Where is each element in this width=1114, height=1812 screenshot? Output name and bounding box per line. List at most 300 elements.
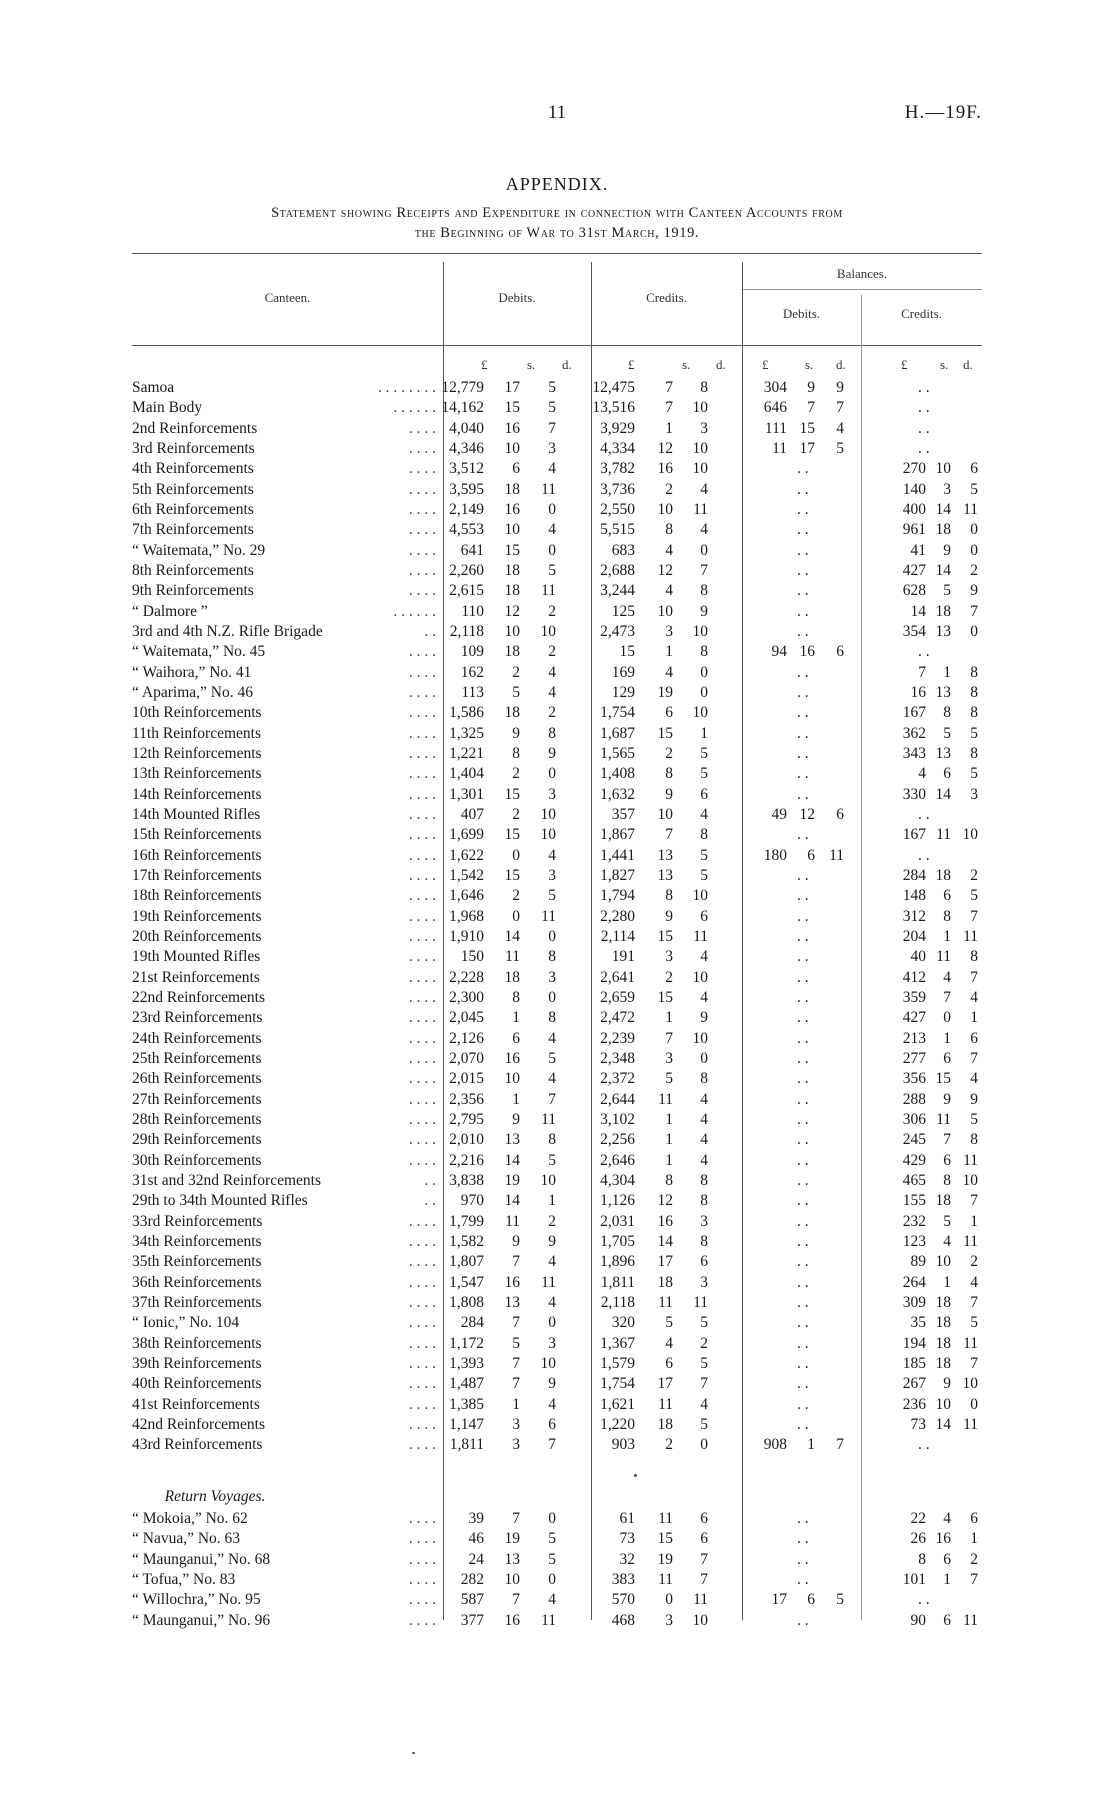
debit-s: 13 [504, 1550, 520, 1568]
debit-d: 2 [548, 704, 556, 722]
debit-pound: 46 [468, 1530, 484, 1548]
credit-pound: 383 [611, 1570, 635, 1588]
bal-credit-d: 4 [970, 1070, 978, 1088]
debit-pound: 377 [460, 1611, 484, 1629]
credit-s: 15 [657, 724, 673, 742]
credit-d: 10 [692, 1029, 708, 1047]
leader-dots: . . . . [408, 887, 436, 905]
leader-dots: . . . . [408, 805, 436, 823]
leader-dots: . . . . [408, 1395, 436, 1413]
table-row [0, 1355, 1114, 1375]
canteen-name: “ Willochra,” No. 95 [132, 1591, 261, 1609]
bal-credit-s: 14 [935, 1415, 951, 1433]
bal-debit-nil: . . [797, 480, 809, 498]
credit-pound: 3,929 [600, 419, 635, 437]
bal-credit-pound: 309 [902, 1293, 926, 1311]
debit-s: 8 [512, 988, 520, 1006]
canteen-name: 14th Mounted Rifles [132, 805, 261, 823]
leader-dots: . . . . [408, 1212, 436, 1230]
debit-d: 4 [548, 1253, 556, 1271]
table-row [0, 684, 1114, 704]
bal-credit-d: 4 [970, 988, 978, 1006]
leader-dots: . . . . [408, 927, 436, 945]
bal-debit-s: 7 [807, 399, 815, 417]
bal-debit-nil: . . [797, 988, 809, 1006]
bal-credit-pound: 359 [902, 988, 926, 1006]
table-row [0, 1416, 1114, 1436]
debit-d: 4 [548, 1070, 556, 1088]
credit-s: 8 [665, 1171, 673, 1189]
credit-d: 11 [693, 1293, 708, 1311]
bal-credit-pound: 7 [918, 663, 926, 681]
debit-s: 13 [504, 1293, 520, 1311]
credit-pound: 1,579 [600, 1354, 635, 1372]
debit-pound: 2,356 [449, 1090, 484, 1108]
credit-d: 8 [700, 1171, 708, 1189]
credit-pound: 1,687 [600, 724, 635, 742]
bal-credit-s: 9 [943, 1090, 951, 1108]
credit-d: 7 [700, 1570, 708, 1588]
debit-pound: 1,807 [449, 1253, 484, 1271]
debit-pound: 1,622 [449, 846, 484, 864]
debit-pound: 1,910 [449, 927, 484, 945]
debit-d: 10 [540, 826, 556, 844]
debit-d: 4 [548, 1395, 556, 1413]
bal-credit-pound: 14 [910, 602, 926, 620]
credit-pound: 129 [611, 683, 635, 701]
bal-credit-s: 15 [935, 1070, 951, 1088]
leader-dots: . . . . [408, 1354, 436, 1372]
table-row [0, 786, 1114, 806]
credit-d: 6 [700, 785, 708, 803]
debit-d: 8 [548, 724, 556, 742]
bal-credit-d: 7 [970, 602, 978, 620]
debit-d: 0 [548, 500, 556, 518]
debit-s: 7 [512, 1354, 520, 1372]
credit-pound: 1,220 [600, 1415, 635, 1433]
debit-d: 11 [541, 480, 556, 498]
bal-credit-s: 8 [943, 907, 951, 925]
bal-debit-nil: . . [797, 500, 809, 518]
credit-pound: 2,644 [600, 1090, 635, 1108]
leader-dots: . . [424, 622, 436, 640]
leader-dots: . . . . [408, 1029, 436, 1047]
debit-d: 3 [548, 866, 556, 884]
credit-d: 5 [700, 866, 708, 884]
credit-pound: 570 [611, 1591, 635, 1609]
credit-s: 6 [665, 1354, 673, 1372]
canteen-name: “ Dalmore ” [132, 602, 208, 620]
leader-dots: . . . . [408, 541, 436, 559]
canteen-name: 18th Reinforcements [132, 887, 262, 905]
canteen-name: 28th Reinforcements [132, 1110, 262, 1128]
bal-credit-s: 5 [943, 724, 951, 742]
bal-credit-s: 6 [943, 1151, 951, 1169]
credit-pound: 2,472 [600, 1009, 635, 1027]
credit-d: 2 [700, 1334, 708, 1352]
bal-debit-nil: . . [797, 683, 809, 701]
credit-pound: 1,827 [600, 866, 635, 884]
credit-s: 1 [665, 643, 673, 661]
bal-debit-nil: . . [797, 1192, 809, 1210]
credit-d: 4 [700, 805, 708, 823]
credit-pound: 2,239 [600, 1029, 635, 1047]
credit-s: 8 [665, 887, 673, 905]
bal-credit-s: 18 [935, 866, 951, 884]
bal-credit-pound: 204 [902, 927, 926, 945]
leader-dots: . . . . [408, 521, 436, 539]
debit-s: 15 [504, 785, 520, 803]
bal-debit-s: 15 [799, 419, 815, 437]
bal-credit-d: 8 [970, 683, 978, 701]
bal-debit-nil: . . [797, 1212, 809, 1230]
bal-debit-nil: . . [797, 1171, 809, 1189]
debit-d: 7 [548, 419, 556, 437]
credit-d: 10 [692, 622, 708, 640]
debit-pound: 284 [460, 1314, 484, 1332]
debit-d: 0 [548, 927, 556, 945]
leader-dots: . . . . [408, 846, 436, 864]
bal-credit-s: 9 [943, 1375, 951, 1393]
debit-s: 13 [504, 1131, 520, 1149]
credit-d: 4 [700, 988, 708, 1006]
bal-debits-unit-pound: £ [762, 357, 769, 372]
debit-pound: 1,404 [449, 765, 484, 783]
bal-debit-d: 7 [836, 399, 844, 417]
bal-credit-s: 5 [943, 1212, 951, 1230]
credit-d: 4 [700, 1110, 708, 1128]
bal-debit-nil: . . [797, 1049, 809, 1067]
bal-debits-unit-d: d. [836, 357, 846, 372]
credit-d: 1 [700, 724, 708, 742]
debit-d: 4 [548, 846, 556, 864]
leader-dots: . . . . [408, 1334, 436, 1352]
debits-unit-s: s. [527, 357, 536, 372]
bal-credit-pound: 90 [910, 1611, 926, 1629]
credit-d: 3 [700, 419, 708, 437]
debit-s: 16 [504, 1611, 520, 1629]
debit-pound: 162 [460, 663, 484, 681]
credit-d: 10 [692, 887, 708, 905]
debit-d: 8 [548, 1009, 556, 1027]
leader-dots: . . . . . . . . [377, 379, 436, 396]
leader-dots: . . . . [408, 1510, 436, 1527]
leader-dots: . . . . [408, 785, 436, 803]
bal-credit-s: 1 [943, 663, 951, 681]
debit-d: 5 [548, 1550, 556, 1568]
table-row [0, 867, 1114, 887]
bal-credit-s: 6 [943, 765, 951, 783]
credit-pound: 13,516 [592, 399, 635, 417]
debit-s: 16 [504, 419, 520, 437]
bal-debit-nil: . . [797, 907, 809, 925]
bal-credits-unit-pound: £ [901, 357, 908, 372]
debit-d: 2 [548, 643, 556, 661]
bal-credit-s: 18 [935, 1192, 951, 1210]
bal-credit-pound: 330 [902, 785, 926, 803]
canteen-name: “ Mokoia,” No. 62 [132, 1510, 248, 1527]
bal-debit-nil: . . [797, 1232, 809, 1250]
leader-dots: . . . . [408, 1049, 436, 1067]
credit-d: 5 [700, 1415, 708, 1433]
leader-dots: . . . . [408, 724, 436, 742]
credit-d: 5 [700, 765, 708, 783]
debit-s: 14 [504, 1192, 520, 1210]
debit-s: 16 [504, 500, 520, 518]
debit-s: 2 [512, 805, 520, 823]
canteen-name: 43rd Reinforcements [132, 1436, 263, 1454]
bal-credit-nil: . . [918, 419, 930, 437]
credit-d: 10 [692, 1611, 708, 1629]
table-row [0, 908, 1114, 928]
table-row [0, 969, 1114, 989]
debit-d: 10 [540, 622, 556, 640]
debit-d: 3 [548, 968, 556, 986]
bal-debit-nil: . . [797, 521, 809, 539]
bal-debit-d: 11 [829, 846, 844, 864]
bal-debit-nil: . . [797, 1253, 809, 1271]
bal-credit-d: 7 [970, 1293, 978, 1311]
bal-debit-nil: . . [797, 704, 809, 722]
bal-credit-s: 16 [935, 1530, 951, 1548]
debit-d: 4 [548, 521, 556, 539]
debit-pound: 109 [460, 643, 484, 661]
canteen-name: 19th Mounted Rifles [132, 948, 261, 966]
bal-credit-pound: 41 [910, 541, 926, 559]
debit-pound: 4,346 [449, 439, 484, 457]
bal-debit-nil: . . [797, 744, 809, 762]
leader-dots: . . . . [408, 1009, 436, 1027]
bal-debit-s: 17 [799, 439, 815, 457]
credit-d: 11 [693, 927, 708, 945]
credit-pound: 1,754 [600, 1375, 635, 1393]
bal-credit-d: 5 [970, 480, 978, 498]
credit-d: 6 [700, 1510, 708, 1527]
debit-s: 2 [512, 765, 520, 783]
credit-pound: 1,441 [600, 846, 635, 864]
bal-credit-d: 10 [962, 826, 978, 844]
credit-s: 11 [658, 1293, 673, 1311]
bal-credit-d: 2 [970, 1253, 978, 1271]
leader-dots: . . . . [408, 1253, 436, 1271]
bal-credit-s: 18 [935, 521, 951, 539]
credit-d: 4 [700, 1090, 708, 1108]
credit-pound: 468 [611, 1611, 635, 1629]
credit-pound: 4,304 [600, 1171, 635, 1189]
bal-credit-nil: . . [918, 399, 930, 417]
bal-credit-d: 6 [970, 460, 978, 478]
debit-pound: 2,260 [449, 561, 484, 579]
bal-credit-pound: 356 [902, 1070, 926, 1088]
leader-dots: . . . . [408, 907, 436, 925]
bal-credit-pound: 213 [902, 1029, 926, 1047]
bal-debit-s: 6 [807, 1591, 815, 1609]
bal-credit-d: 11 [963, 1415, 978, 1433]
canteen-name: 3rd and 4th N.Z. Rifle Brigade [132, 622, 323, 640]
bal-credit-pound: 140 [902, 480, 926, 498]
table-row [0, 948, 1114, 968]
table-row [0, 1375, 1114, 1395]
debit-d: 5 [548, 379, 556, 396]
debits-unit-pound: £ [481, 357, 488, 372]
debit-s: 3 [512, 1436, 520, 1454]
bal-debit-nil: . . [797, 1611, 809, 1629]
debit-s: 18 [504, 643, 520, 661]
credit-pound: 2,280 [600, 907, 635, 925]
table-header-bottom-rule [132, 345, 982, 346]
credit-s: 7 [665, 379, 673, 396]
credit-s: 15 [657, 988, 673, 1006]
credit-d: 5 [700, 1314, 708, 1332]
bal-credit-d: 4 [970, 1273, 978, 1291]
bal-credit-pound: 284 [902, 866, 926, 884]
credit-pound: 320 [611, 1314, 635, 1332]
debit-pound: 2,216 [449, 1151, 484, 1169]
canteen-name: 5th Reinforcements [132, 480, 254, 498]
debit-s: 6 [512, 460, 520, 478]
bal-credit-pound: 155 [902, 1192, 926, 1210]
bal-credit-s: 18 [935, 1314, 951, 1332]
bal-debit-s: 12 [799, 805, 815, 823]
debit-pound: 2,118 [449, 622, 484, 640]
credit-d: 9 [700, 1009, 708, 1027]
bal-credits-unit-s: s. [940, 357, 949, 372]
credit-s: 6 [665, 704, 673, 722]
debit-pound: 587 [460, 1591, 484, 1609]
table-row [0, 582, 1114, 602]
table-row [0, 1111, 1114, 1131]
table-row [0, 1571, 1114, 1591]
credit-pound: 3,736 [600, 480, 635, 498]
credit-s: 1 [665, 419, 673, 437]
credit-s: 13 [657, 846, 673, 864]
debit-pound: 1,147 [449, 1415, 484, 1433]
credit-d: 8 [700, 379, 708, 396]
leader-dots: . . . . [408, 582, 436, 600]
bal-credit-s: 1 [943, 1570, 951, 1588]
leader-dots: . . . . [408, 1570, 436, 1588]
credit-pound: 2,659 [600, 988, 635, 1006]
credit-s: 9 [665, 785, 673, 803]
canteen-name: “ Waitemata,” No. 45 [132, 643, 266, 661]
debit-d: 8 [548, 948, 556, 966]
bal-credit-s: 8 [943, 1171, 951, 1189]
credit-d: 0 [700, 1436, 708, 1454]
canteen-name: “ Tofua,” No. 83 [132, 1570, 236, 1588]
debit-d: 0 [548, 1510, 556, 1527]
bal-debit-pound: 111 [764, 419, 787, 437]
bal-credit-s: 4 [943, 1232, 951, 1250]
statement-title-line-2: the Beginning of War to 31st March, 1919. [414, 225, 700, 241]
table-row [0, 928, 1114, 948]
bal-credit-s: 18 [935, 1334, 951, 1352]
debit-s: 11 [505, 948, 520, 966]
bal-credit-s: 1 [943, 1029, 951, 1047]
debit-d: 2 [548, 1212, 556, 1230]
credit-s: 1 [665, 1009, 673, 1027]
leader-dots: . . . . [408, 460, 436, 478]
table-row [0, 1070, 1114, 1090]
table-row [0, 1131, 1114, 1151]
table-row [0, 1213, 1114, 1233]
bal-credit-s: 1 [943, 1273, 951, 1291]
leader-dots: . . . . [408, 826, 436, 844]
bal-credit-d: 0 [970, 521, 978, 539]
bal-credit-d: 11 [963, 500, 978, 518]
bal-credit-pound: 194 [902, 1334, 926, 1352]
table-row [0, 1091, 1114, 1111]
canteen-name: 41st Reinforcements [132, 1395, 260, 1413]
credits-unit-d: d. [716, 357, 726, 372]
debit-d: 11 [541, 582, 556, 600]
bal-credit-s: 0 [943, 1009, 951, 1027]
bal-credit-pound: 40 [910, 948, 926, 966]
bal-debit-nil: . . [797, 1110, 809, 1128]
canteen-name: 42nd Reinforcements [132, 1415, 266, 1433]
canteen-name: 39th Reinforcements [132, 1354, 262, 1372]
credit-pound: 903 [611, 1436, 635, 1454]
bal-credit-d: 2 [970, 561, 978, 579]
debit-s: 19 [504, 1171, 520, 1189]
bal-debit-nil: . . [797, 582, 809, 600]
credit-d: 6 [700, 907, 708, 925]
table-row [0, 643, 1114, 663]
credit-pound: 12,475 [592, 379, 635, 396]
bal-debit-d: 7 [836, 1436, 844, 1454]
credit-pound: 191 [611, 948, 635, 966]
credit-pound: 1,408 [600, 765, 635, 783]
credit-pound: 1,811 [600, 1273, 635, 1291]
bal-debit-nil: . . [797, 1151, 809, 1169]
credit-d: 7 [700, 1375, 708, 1393]
table-row [0, 1591, 1114, 1611]
credit-pound: 2,550 [600, 500, 635, 518]
table-row [0, 1030, 1114, 1050]
credit-d: 10 [692, 968, 708, 986]
bal-credit-d: 5 [970, 887, 978, 905]
bal-debit-nil: . . [797, 1570, 809, 1588]
canteen-name: 33rd Reinforcements [132, 1212, 263, 1230]
credit-s: 12 [657, 439, 673, 457]
bal-debit-nil: . . [797, 1029, 809, 1047]
bal-credit-d: 10 [962, 1375, 978, 1393]
debit-d: 0 [548, 1570, 556, 1588]
bal-debit-nil: . . [797, 1415, 809, 1433]
scan-speck [634, 1474, 637, 1477]
canteen-name: 14th Reinforcements [132, 785, 262, 803]
bal-debit-d: 6 [836, 643, 844, 661]
credit-pound: 2,348 [600, 1049, 635, 1067]
debit-s: 9 [512, 1110, 520, 1128]
leader-dots: . . . . [408, 439, 436, 457]
canteen-name: “ Waihora,” No. 41 [132, 663, 252, 681]
bal-debit-nil: . . [797, 1375, 809, 1393]
canteen-name: 29th to 34th Mounted Rifles [132, 1192, 308, 1210]
canteen-name: 23rd Reinforcements [132, 1009, 263, 1027]
credit-d: 7 [700, 1550, 708, 1568]
bal-debit-nil: . . [797, 541, 809, 559]
debit-pound: 1,547 [449, 1273, 484, 1291]
bal-credit-s: 9 [943, 541, 951, 559]
table-row [0, 1551, 1114, 1571]
canteen-name: Main Body [132, 399, 203, 417]
credit-pound: 1,565 [600, 744, 635, 762]
bal-credit-nil: . . [918, 643, 930, 661]
credit-d: 5 [700, 744, 708, 762]
debit-d: 10 [540, 1354, 556, 1372]
credit-pound: 2,646 [600, 1151, 635, 1169]
debit-s: 19 [504, 1530, 520, 1548]
